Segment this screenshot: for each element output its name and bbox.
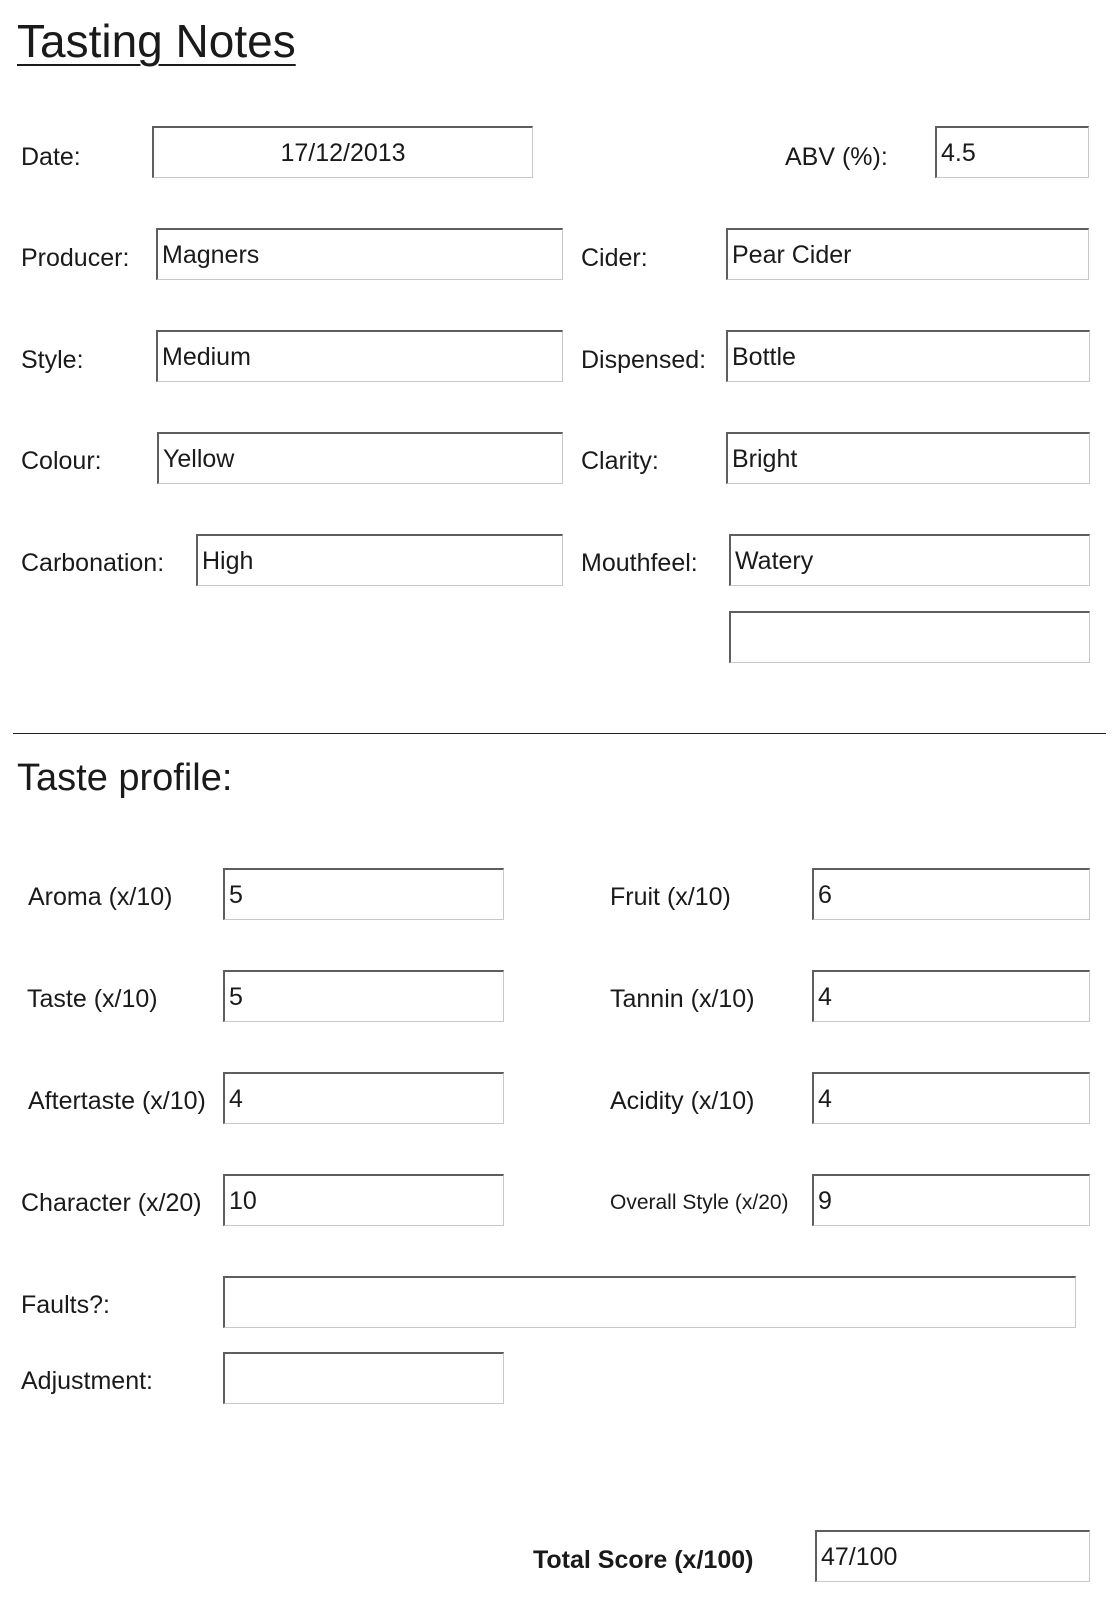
cider-field[interactable]: Pear Cider — [726, 228, 1089, 280]
fruit-field[interactable]: 6 — [812, 868, 1090, 920]
overall-style-field[interactable]: 9 — [812, 1174, 1090, 1226]
total-score-field[interactable]: 47/100 — [815, 1530, 1090, 1582]
tannin-label: Tannin (x/10) — [610, 985, 755, 1013]
adjustment-field[interactable] — [223, 1352, 504, 1404]
total-score-label: Total Score (x/100) — [533, 1546, 754, 1574]
tannin-field[interactable]: 4 — [812, 970, 1090, 1022]
taste-field[interactable]: 5 — [223, 970, 504, 1022]
date-field[interactable]: 17/12/2013 — [152, 126, 533, 178]
abv-field[interactable]: 4.5 — [935, 126, 1089, 178]
aftertaste-field[interactable]: 4 — [223, 1072, 504, 1124]
acidity-field[interactable]: 4 — [812, 1072, 1090, 1124]
mouthfeel-field[interactable]: Watery — [729, 534, 1090, 586]
date-label: Date: — [21, 143, 81, 171]
producer-label: Producer: — [21, 244, 130, 272]
style-field[interactable]: Medium — [156, 330, 563, 382]
dispensed-label: Dispensed: — [581, 346, 707, 374]
page-title: Tasting Notes — [17, 15, 296, 67]
faults-field[interactable] — [223, 1276, 1076, 1328]
dispensed-field[interactable]: Bottle — [726, 330, 1090, 382]
mouthfeel-label: Mouthfeel: — [581, 549, 698, 577]
aroma-label: Aroma (x/10) — [28, 883, 173, 911]
adjustment-label: Adjustment: — [21, 1367, 154, 1395]
section-divider — [13, 733, 1106, 734]
aroma-field[interactable]: 5 — [223, 868, 504, 920]
carbonation-label: Carbonation: — [21, 549, 165, 577]
fruit-label: Fruit (x/10) — [610, 883, 731, 911]
style-label: Style: — [21, 346, 84, 374]
taste-profile-heading: Taste profile: — [17, 757, 233, 799]
cider-label: Cider: — [581, 244, 648, 272]
clarity-label: Clarity: — [581, 447, 659, 475]
acidity-label: Acidity (x/10) — [610, 1087, 755, 1115]
overall-style-label: Overall Style (x/20) — [610, 1191, 789, 1214]
colour-field[interactable]: Yellow — [157, 432, 563, 484]
mouthfeel-extra-field[interactable] — [729, 611, 1090, 663]
taste-label: Taste (x/10) — [27, 985, 158, 1013]
colour-label: Colour: — [21, 447, 102, 475]
character-field[interactable]: 10 — [223, 1174, 504, 1226]
character-label: Character (x/20) — [21, 1189, 202, 1217]
abv-label: ABV (%): — [785, 143, 888, 171]
aftertaste-label: Aftertaste (x/10) — [28, 1087, 206, 1115]
clarity-field[interactable]: Bright — [726, 432, 1090, 484]
faults-label: Faults?: — [21, 1291, 110, 1319]
producer-field[interactable]: Magners — [156, 228, 563, 280]
carbonation-field[interactable]: High — [196, 534, 563, 586]
